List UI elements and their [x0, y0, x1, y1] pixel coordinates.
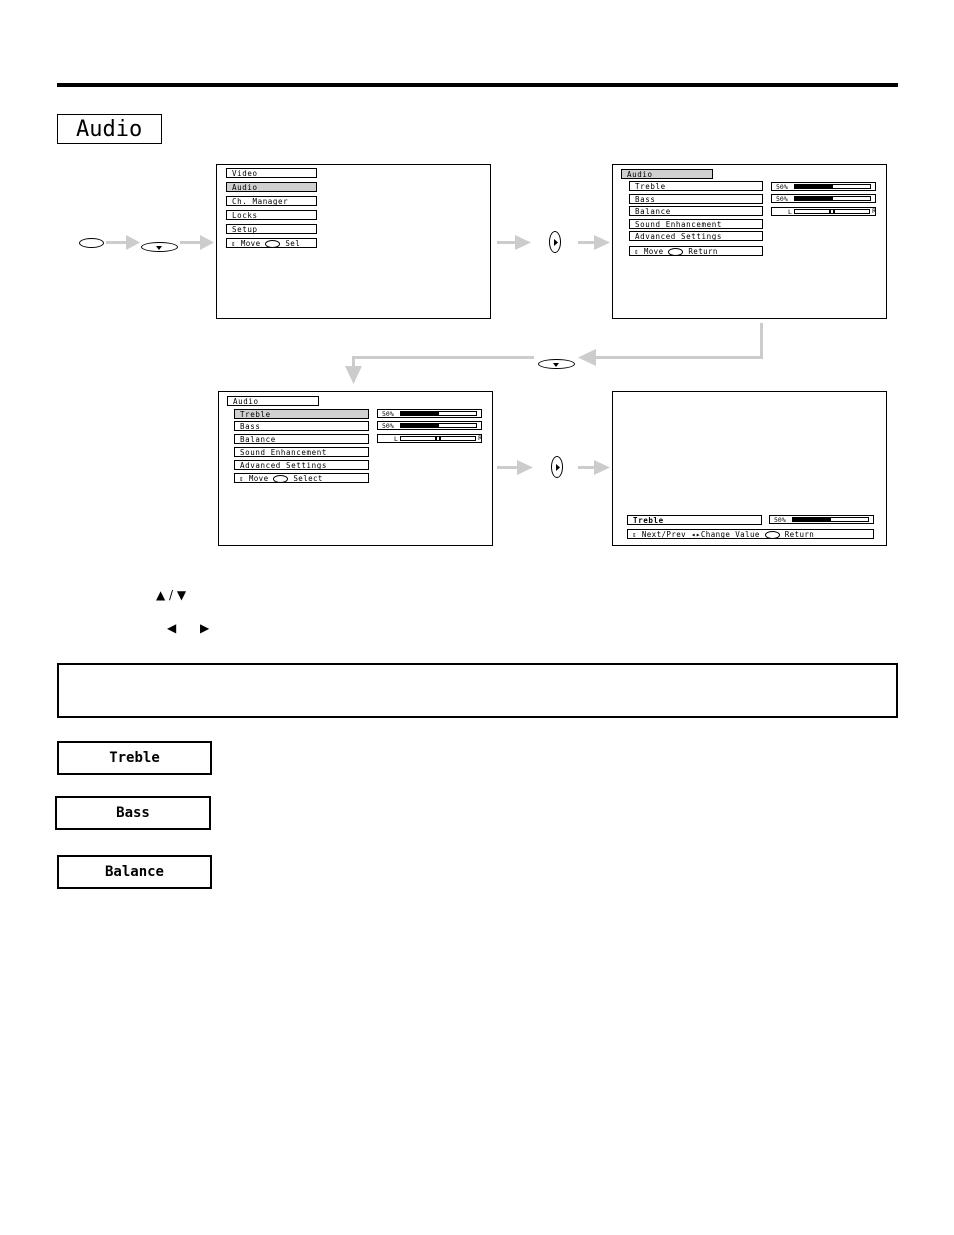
- audio-item-balance[interactable]: Balance: [629, 206, 763, 216]
- audio-item-sound-enhancement[interactable]: Sound Enhancement: [629, 219, 763, 229]
- right-arrow-icon: [551, 456, 563, 478]
- return-oval-icon: [765, 531, 780, 539]
- help-return-label: Return: [784, 530, 815, 539]
- cursor-down-button[interactable]: [141, 242, 178, 252]
- balance-label: Balance: [57, 855, 212, 889]
- bass-level-bar: [771, 194, 876, 203]
- balance-knob: [829, 209, 835, 214]
- cursor-right-button-2[interactable]: [551, 456, 563, 478]
- main-menu-screen: [216, 164, 491, 319]
- treble-pct: 50%: [382, 410, 394, 418]
- audio-item-balance-b[interactable]: Balance: [234, 434, 369, 444]
- balance-bar: [771, 207, 876, 216]
- audio-menu-screen-a: [612, 164, 887, 319]
- audio-help-a: [629, 246, 763, 256]
- balance-right-label: R: [478, 434, 482, 442]
- down-arrow-icon: [538, 359, 575, 369]
- left-arrow-icon: ◀: [167, 621, 177, 635]
- help-next-prev-label: Next/Prev: [641, 530, 687, 539]
- right-arrow-icon: ▶: [200, 621, 210, 635]
- help-sel-label: Sel: [285, 239, 301, 248]
- audio-item-sound-enhancement-b[interactable]: Sound Enhancement: [234, 447, 369, 457]
- select-oval-icon: [668, 248, 683, 256]
- bass-pct: 50%: [382, 422, 394, 430]
- bass-label: Bass: [55, 796, 211, 830]
- treble-pct: 50%: [776, 183, 788, 191]
- balance-bar-b: [377, 434, 482, 443]
- audio-item-advanced-settings-b[interactable]: Advanced Settings: [234, 460, 369, 470]
- treble-level-bar: [771, 182, 876, 191]
- menu-button[interactable]: [79, 238, 104, 248]
- help-return-label: Return: [688, 247, 718, 256]
- treble-fill: [401, 412, 439, 415]
- help-change-value-label: Change Value: [700, 530, 760, 539]
- audio-item-treble[interactable]: Treble: [629, 181, 763, 191]
- menu-item-audio[interactable]: Audio: [226, 182, 317, 192]
- cursor-down-button-2[interactable]: [538, 359, 575, 369]
- change-value-icon: ◂▸: [691, 530, 701, 539]
- audio-help-b: [234, 473, 369, 483]
- treble-fill: [795, 185, 833, 188]
- balance-knob: [435, 436, 441, 441]
- help-move-label: Move: [248, 474, 269, 483]
- main-menu-help: [226, 238, 317, 248]
- balance-right-label: R: [872, 207, 876, 215]
- treble-adjust-label: Treble: [627, 515, 762, 525]
- up-down-arrows-icon: ▲ / ▼: [156, 588, 187, 602]
- treble-adjust-fill: [793, 518, 831, 521]
- menu-item-setup[interactable]: Setup: [226, 224, 317, 234]
- balance-left-label: L: [788, 208, 792, 216]
- next-prev-icon: ⇕: [632, 530, 637, 539]
- bass-fill: [795, 197, 833, 200]
- help-move-label: Move: [240, 239, 261, 248]
- section-title: Audio: [57, 114, 162, 144]
- treble-adjust-help: [627, 529, 874, 539]
- note-box: [57, 663, 898, 718]
- move-icon: ⇕: [231, 239, 236, 248]
- bass-fill: [401, 424, 439, 427]
- menu-item-ch-manager[interactable]: Ch. Manager: [226, 196, 317, 206]
- bass-level-bar-b: [377, 421, 482, 430]
- cursor-right-button[interactable]: [549, 231, 561, 253]
- down-arrow-icon: [141, 242, 178, 252]
- menu-item-locks[interactable]: Locks: [226, 210, 317, 220]
- right-arrow-icon: [549, 231, 561, 253]
- treble-level-bar-b: [377, 409, 482, 418]
- balance-left-label: L: [394, 435, 398, 443]
- treble-adjust-bar[interactable]: [769, 515, 874, 524]
- menu-item-video[interactable]: Video: [226, 168, 317, 178]
- help-select-label: Select: [293, 474, 323, 483]
- audio-header-b: Audio: [227, 396, 319, 406]
- help-move-label: Move: [643, 247, 664, 256]
- treble-label: Treble: [57, 741, 212, 775]
- select-oval-icon: [273, 475, 288, 483]
- audio-item-bass[interactable]: Bass: [629, 194, 763, 204]
- treble-adjust-screen: [612, 391, 887, 546]
- move-icon: ⇕: [634, 247, 639, 256]
- move-icon: ⇕: [239, 474, 244, 483]
- treble-adjust-pct: 50%: [774, 516, 786, 524]
- audio-item-advanced-settings[interactable]: Advanced Settings: [629, 231, 763, 241]
- bass-pct: 50%: [776, 195, 788, 203]
- audio-item-bass-b[interactable]: Bass: [234, 421, 369, 431]
- audio-item-treble-b[interactable]: Treble: [234, 409, 369, 419]
- select-oval-icon: [265, 240, 280, 248]
- audio-header: Audio: [621, 169, 713, 179]
- audio-menu-screen-b: [218, 391, 493, 546]
